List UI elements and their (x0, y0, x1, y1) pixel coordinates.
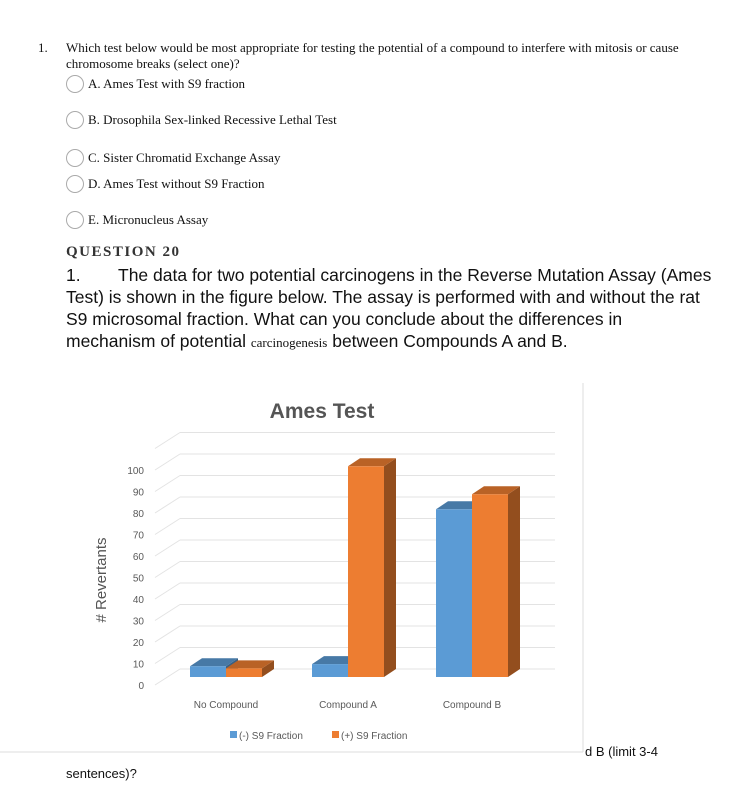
y-tick-label: 30 (132, 616, 144, 628)
y-tick-label: 40 (132, 595, 144, 606)
bar-front (472, 494, 508, 677)
option-label: B. Drosophila Sex-linked Recessive Lethal Test (88, 112, 337, 127)
gridline-depth (155, 519, 180, 535)
bar (348, 458, 396, 677)
question-number: 1. (66, 265, 81, 285)
y-tick-label: 0 (138, 681, 144, 692)
gridline-depth (155, 433, 180, 449)
gridline-depth (155, 669, 180, 685)
y-tick-label: 70 (132, 530, 144, 542)
gridline-depth (155, 605, 180, 621)
gridline-depth (155, 583, 180, 599)
bar-front (348, 466, 384, 677)
y-tick-label: 50 (132, 573, 144, 585)
gridline-depth (155, 626, 180, 642)
question-heading: QUESTION 20 (66, 244, 181, 260)
bar-front (312, 664, 348, 677)
legend-swatch (230, 731, 237, 738)
option-label: A. Ames Test with S9 fraction (88, 76, 246, 91)
question-text-a: The data for two potential carcinogens in the Reverse Mutation Assay (Ames Test) is shown in the figure below. The assay is performed with and without the rat S9 microsomal fraction. What can you conclude about the differences in mechanism of potential (66, 265, 712, 351)
gridline-depth (155, 648, 180, 664)
x-tick-label: Compound B (442, 700, 502, 711)
legend-label: (+) S9 Fraction (341, 731, 408, 742)
y-tick-label: 10 (132, 659, 144, 671)
y-tick-label: 100 (127, 466, 144, 477)
bar-front (436, 509, 472, 677)
y-tick-label: 20 (132, 638, 144, 649)
option-label: E. Micronucleus Assay (88, 212, 209, 227)
gridline-depth (155, 454, 180, 470)
option-label: C. Sister Chromatid Exchange Assay (88, 150, 281, 165)
bar-front (226, 668, 262, 677)
question-text-b: between Compounds A and B. (327, 331, 568, 351)
bar-side (384, 458, 396, 677)
question-tail-left: sentences)? (66, 766, 137, 781)
question-text: Which test below would be most appropriate for testing the potential of a compound to interfere with mitosis or cause chromosome breaks (select one)? (66, 40, 679, 71)
option-label: D. Ames Test without S9 Fraction (88, 176, 265, 191)
question-number: 1. (38, 40, 48, 55)
bar (472, 486, 520, 677)
y-tick-label: 80 (132, 509, 144, 520)
gridline-depth (155, 562, 180, 578)
y-tick-label: 90 (132, 487, 144, 499)
y-tick-label: 60 (132, 552, 144, 563)
gridline-depth (155, 540, 180, 556)
gridline-depth (155, 497, 180, 513)
bar-side (508, 486, 520, 677)
bar-front (190, 666, 226, 677)
y-axis-label: # Revertants (93, 537, 110, 623)
question-text-small: carcinogenesis (250, 335, 328, 350)
x-tick-label: No Compound (193, 700, 259, 711)
gridline-depth (155, 476, 180, 492)
chart-title: Ames Test (269, 400, 375, 423)
question-tail-right: d B (limit 3-4 (585, 744, 658, 759)
legend-swatch (332, 731, 339, 738)
legend-label: (-) S9 Fraction (239, 731, 303, 742)
x-tick-label: Compound A (319, 700, 377, 711)
